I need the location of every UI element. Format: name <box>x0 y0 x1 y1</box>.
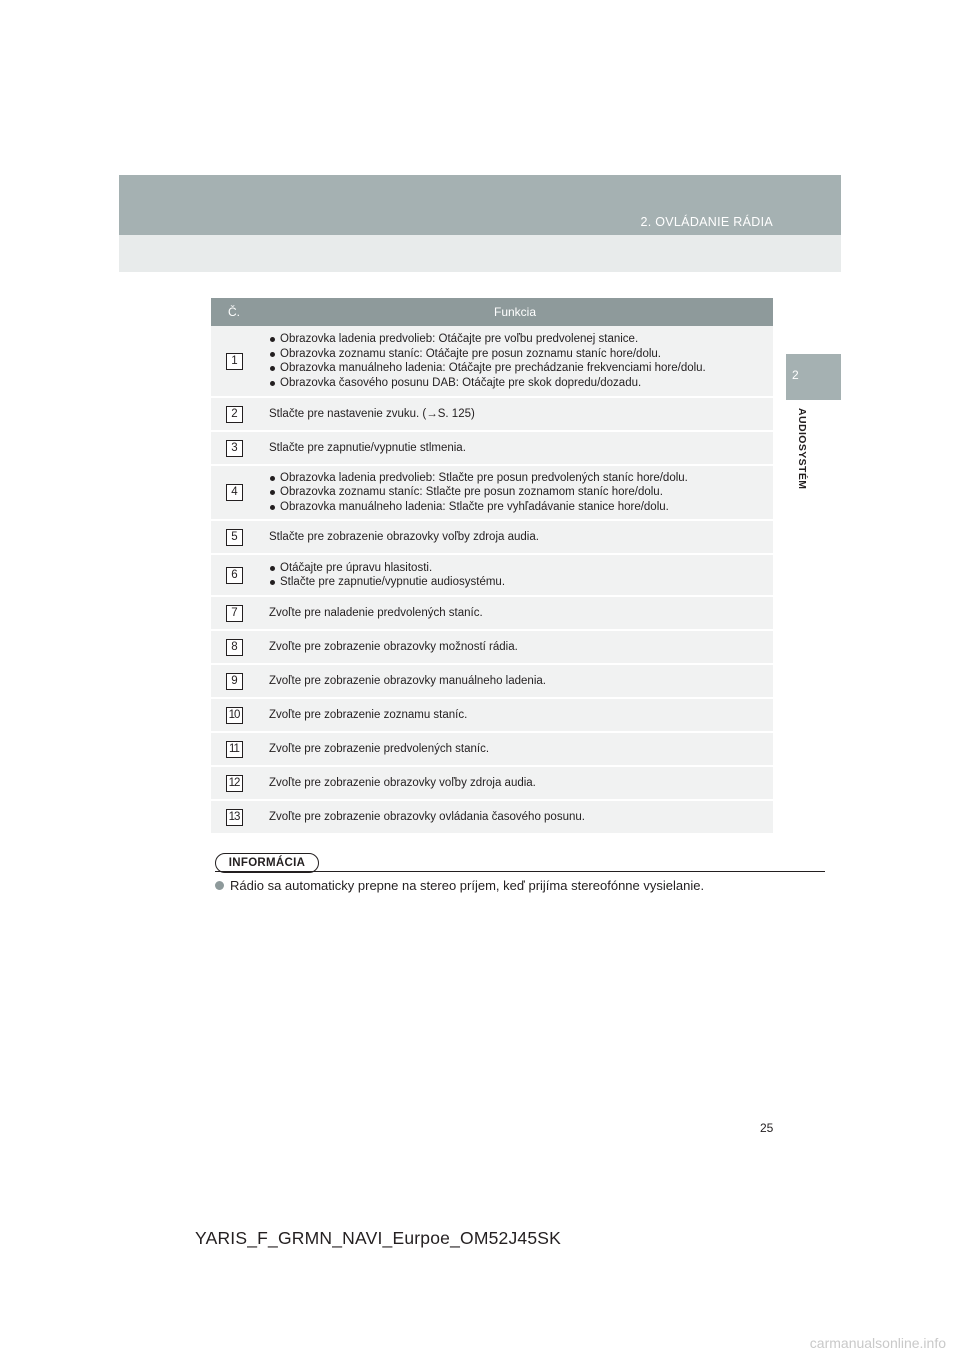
function-text: Zvoľte pre naladenie predvolených staníc. <box>269 606 483 619</box>
page-number: 25 <box>760 1121 774 1135</box>
function-table <box>211 298 773 835</box>
function-text: Zvoľte pre zobrazenie obrazovky možností rádia. <box>269 640 518 653</box>
row-function <box>257 332 773 390</box>
row-number: 11 <box>226 741 243 758</box>
list-item: Obrazovka časového posunu DAB: Otáčajte pre skok dopredu/dozadu. <box>269 376 763 391</box>
table-row <box>211 432 773 466</box>
list-item: Obrazovka ladenia predvolieb: Otáčajte pre voľbu predvolenej stanice. <box>269 332 763 347</box>
row-function <box>257 530 773 545</box>
section-title: 2. OVLÁDANIE RÁDIA <box>640 215 773 229</box>
chapter-number: 2 <box>792 368 799 382</box>
table-row <box>211 398 773 432</box>
row-number-cell <box>211 326 257 396</box>
list-item: Stlačte pre zapnutie/vypnutie audiosystému. <box>269 575 763 590</box>
column-header-number: Č. <box>228 305 240 319</box>
row-number-cell <box>211 398 257 430</box>
table-header <box>211 298 773 326</box>
row-number-cell <box>211 555 257 595</box>
row-number: 12 <box>226 775 243 792</box>
bullet-list <box>269 332 763 390</box>
row-function <box>257 561 773 590</box>
row-function <box>257 606 773 621</box>
row-number-cell <box>211 432 257 464</box>
info-note-text: Rádio sa automaticky prepne na stereo príjem, keď prijíma stereofónne vysielanie. <box>230 878 705 893</box>
bullet-list <box>269 561 763 590</box>
row-function <box>257 471 773 515</box>
list-item: Otáčajte pre úpravu hlasitosti. <box>269 561 763 576</box>
function-text: Zvoľte pre zobrazenie obrazovky voľby zdroja audia. <box>269 776 536 789</box>
function-text: Zvoľte pre zobrazenie predvolených staníc. <box>269 742 490 755</box>
table-body <box>211 326 773 835</box>
info-badge: INFORMÁCIA <box>215 853 319 873</box>
row-number-cell <box>211 665 257 697</box>
table-row <box>211 801 773 835</box>
function-text: Stlačte pre nastavenie zvuku. (→S. 125) <box>269 407 475 420</box>
table-row <box>211 699 773 733</box>
list-item: Obrazovka zoznamu staníc: Otáčajte pre posun zoznamu staníc hore/dolu. <box>269 347 763 362</box>
list-item: Obrazovka zoznamu staníc: Stlačte pre posun zoznamom staníc hore/dolu. <box>269 485 763 500</box>
watermark: carmanualsonline.info <box>809 1335 946 1351</box>
info-divider <box>215 871 825 872</box>
row-function <box>257 742 773 757</box>
table-row <box>211 326 773 398</box>
row-number-cell <box>211 466 257 519</box>
row-function <box>257 810 773 825</box>
row-number: 7 <box>226 605 243 622</box>
row-number: 4 <box>226 484 243 501</box>
chapter-label: AUDIOSYSTÉM <box>796 408 808 490</box>
table-row <box>211 631 773 665</box>
table-row <box>211 733 773 767</box>
table-row <box>211 767 773 801</box>
table-row <box>211 466 773 521</box>
header-bar <box>119 175 841 235</box>
row-number: 2 <box>226 406 243 423</box>
bullet-list <box>269 471 763 515</box>
column-header-function: Funkcia <box>493 305 537 319</box>
row-function <box>257 776 773 791</box>
bullet-icon <box>215 881 224 890</box>
row-number: 10 <box>226 707 243 724</box>
table-row <box>211 521 773 555</box>
row-function <box>257 708 773 723</box>
row-number: 13 <box>226 809 243 826</box>
row-number-cell <box>211 801 257 833</box>
row-function <box>257 441 773 456</box>
table-row <box>211 665 773 699</box>
list-item: Obrazovka manuálneho ladenia: Stlačte pre vyhľadávanie stanice hore/dolu. <box>269 500 763 515</box>
row-number-cell <box>211 699 257 731</box>
function-text: Zvoľte pre zobrazenie zoznamu staníc. <box>269 708 468 721</box>
info-note <box>215 878 704 894</box>
list-item: Obrazovka ladenia predvolieb: Stlačte pre posun predvolených staníc hore/dolu. <box>269 471 763 486</box>
row-number: 3 <box>226 440 243 457</box>
row-function <box>257 674 773 689</box>
row-number-cell <box>211 597 257 629</box>
row-number-cell <box>211 631 257 663</box>
row-function <box>257 407 773 422</box>
row-number: 6 <box>226 567 243 584</box>
row-number: 5 <box>226 529 243 546</box>
row-number: 8 <box>226 639 243 656</box>
function-text: Zvoľte pre zobrazenie obrazovky manuálneho ladenia. <box>269 674 546 687</box>
header-subbar <box>119 235 841 272</box>
row-number-cell <box>211 733 257 765</box>
chapter-tab <box>786 354 841 400</box>
table-row <box>211 597 773 631</box>
document-code: YARIS_F_GRMN_NAVI_Eurpoe_OM52J45SK <box>195 1228 562 1248</box>
row-number-cell <box>211 767 257 799</box>
row-number: 1 <box>226 353 243 370</box>
function-text: Stlačte pre zapnutie/vypnutie stlmenia. <box>269 441 466 454</box>
row-number: 9 <box>226 673 243 690</box>
row-number-cell <box>211 521 257 553</box>
list-item: Obrazovka manuálneho ladenia: Otáčajte pre prechádzanie frekvenciami hore/dolu. <box>269 361 763 376</box>
row-function <box>257 640 773 655</box>
function-text: Zvoľte pre zobrazenie obrazovky ovládania časového posunu. <box>269 810 585 823</box>
function-text: Stlačte pre zobrazenie obrazovky voľby zdroja audia. <box>269 530 539 543</box>
table-row <box>211 555 773 597</box>
